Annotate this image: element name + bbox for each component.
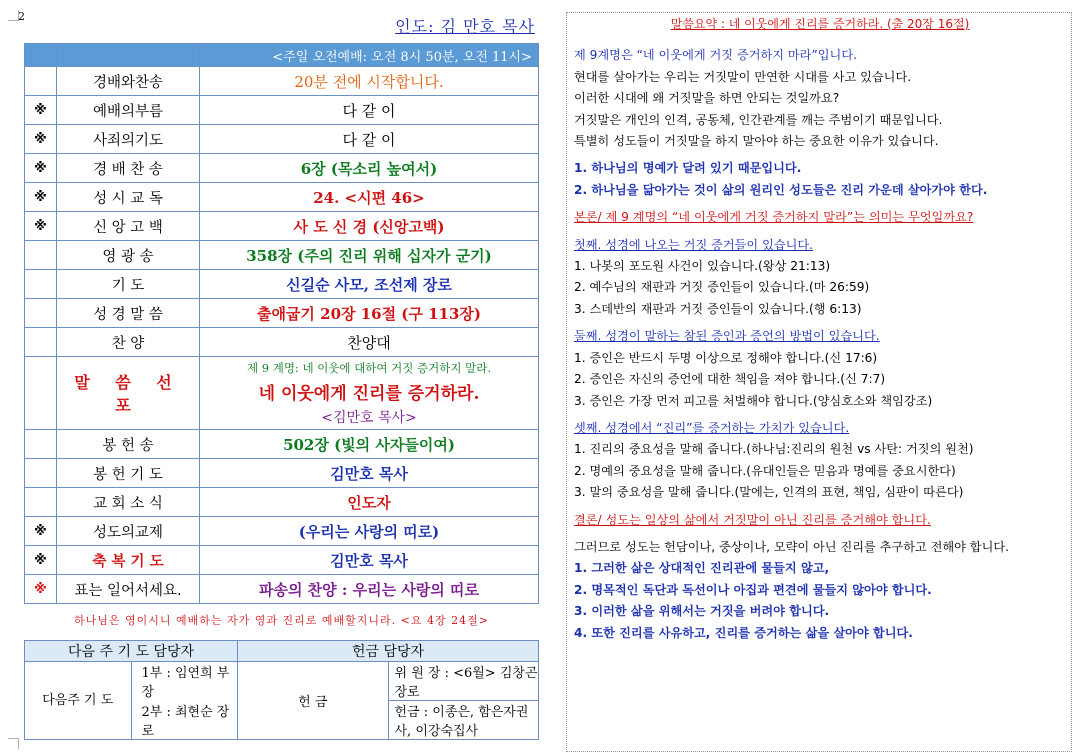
order-item: 표는 일어서세요. [57, 575, 200, 604]
duty-header-row [25, 641, 539, 662]
sermon-preacher: <김만호 목사> [321, 409, 417, 426]
order-value: 사 도 신 경 (신앙고백) [200, 212, 539, 241]
offering-committee: 위 원 장 : <6월> 김창곤 장로 [388, 662, 539, 701]
order-row [25, 270, 539, 299]
order-value: 24. <시편 46> [200, 183, 539, 212]
order-item: 교 회 소 식 [57, 488, 200, 517]
intro-line: 제 9계명은 “네 이웃에게 거짓 증거하지 마라”입니다. [574, 48, 857, 63]
order-row [25, 299, 539, 328]
header-blank-cell [57, 44, 200, 67]
order-item: 경배와찬송 [57, 67, 200, 96]
order-rows [25, 67, 539, 357]
stand-mark [25, 488, 57, 517]
second-point: 3. 증인은 가장 먼저 피고를 처벌해야 합니다.(양심호소와 책임강조) [574, 393, 933, 408]
conclusion-point: 2. 명목적인 독단과 독선이나 아집과 편견에 물들지 않아야 합니다. [574, 582, 932, 597]
order-item: 사죄의기도 [57, 125, 200, 154]
first-point: 2. 예수님의 재판과 거짓 증인들이 있습니다.(마 26:59) [574, 280, 870, 295]
third-point: 2. 명예의 중요성을 말해 줍니다.(유대인들은 믿음과 명예를 중요시한다) [574, 463, 956, 478]
second-point: 2. 증인은 자신의 증언에 대한 책임을 져야 합니다.(신 7:7) [574, 372, 886, 387]
first-point: 3. 스데반의 재판과 거짓 증인들이 있습니다.(행 6:13) [574, 301, 862, 316]
offering-duty-label: 헌 금 [238, 662, 389, 740]
sermon-mark [25, 357, 57, 430]
service-time-header [25, 44, 539, 67]
order-rows-after-sermon [25, 430, 539, 604]
order-item: 성도의교제 [57, 517, 200, 546]
order-row [25, 241, 539, 270]
reason-line: 2. 하나님을 닮아가는 것이 삶의 원리인 성도들은 진리 가운데 살아가야 한다. [574, 182, 988, 197]
crop-mark-top-left [8, 10, 19, 21]
order-value: (우리는 사랑의 띠로) [200, 517, 539, 546]
order-value: 인도자 [200, 488, 539, 517]
order-row [25, 430, 539, 459]
intro-line: 특별히 성도들이 거짓말을 하지 말아야 하는 중요한 이유가 있습니다. [574, 134, 939, 149]
order-row [25, 488, 539, 517]
header-blank-cell [25, 44, 57, 67]
order-item: 영 광 송 [57, 241, 200, 270]
order-value: 김만호 목사 [200, 546, 539, 575]
first-heading: 첫째. 성경에 나오는 거짓 증거들이 있습니다. [574, 237, 814, 252]
stand-mark: ※ [25, 517, 57, 546]
stand-mark [25, 430, 57, 459]
order-row [25, 546, 539, 575]
stand-mark: ※ [25, 212, 57, 241]
first-point: 1. 나봇의 포도원 사건이 있습니다.(왕상 21:13) [574, 259, 831, 274]
third-heading: 셋째. 성경에서 “진리”를 증거하는 가치가 있습니다. [574, 420, 850, 435]
order-row [25, 154, 539, 183]
prayer-duty-label: 다음주 기 도 [25, 662, 132, 740]
third-point: 3. 말의 중요성을 말해 줍니다.(말에는, 인격의 표현, 책임, 심판이 따른다) [574, 485, 964, 500]
intro-line: 이러한 시대에 왜 거짓말을 하면 안되는 것일까요? [574, 91, 840, 106]
second-heading: 둘째. 성경이 말하는 참된 증인과 증언의 방법이 있습니다. [574, 329, 880, 344]
order-value: 다 같 이 [200, 125, 539, 154]
order-item: 예배의부름 [57, 96, 200, 125]
order-value: 김만호 목사 [200, 459, 539, 488]
conclusion-point: 4. 또한 진리를 사유하고, 진리를 증거하는 삶을 살아야 합니다. [574, 625, 913, 640]
order-item: 성 경 말 씀 [57, 299, 200, 328]
stand-mark [25, 459, 57, 488]
stand-mark: ※ [25, 575, 57, 604]
intro-line: 현대를 살아가는 우리는 거짓말이 만연한 시대를 사고 있습니다. [574, 69, 912, 84]
conclusion-point: 3. 이러한 삶을 위해서는 거짓을 버려야 합니다. [574, 604, 830, 619]
order-value: 다 같 이 [200, 96, 539, 125]
order-value: 6장 (목소리 높여서) [200, 154, 539, 183]
order-value: 출애굽기 20장 16절 (구 113장) [200, 299, 539, 328]
order-row [25, 67, 539, 96]
stand-mark [25, 328, 57, 357]
order-value: 신길순 사모, 조선제 장로 [200, 270, 539, 299]
worship-order-table [24, 43, 539, 604]
intro-line: 거짓말은 개인의 인격, 공동체, 인간관계를 깨는 주범이기 때문입니다. [574, 112, 943, 127]
order-item: 기 도 [57, 270, 200, 299]
prayer-duty-heading: 다음 주 기 도 담당자 [25, 641, 238, 662]
stand-mark: ※ [25, 125, 57, 154]
body-title: 본론/ 제 9 계명의 “네 이웃에게 거짓 증거하지 말라”는 의미는 무엇일까요? [574, 210, 974, 225]
order-value: 502장 (빛의 사자들이여) [200, 430, 539, 459]
order-row [25, 328, 539, 357]
prayer-duty-part2: 2부 : 최현순 장로 [131, 701, 238, 740]
duty-table [24, 640, 539, 740]
order-row [25, 517, 539, 546]
summary-title: 말씀요약 : 네 이웃에게 진리를 증거하라. (출 20장 16절) [670, 17, 970, 31]
order-row [25, 96, 539, 125]
summary-content [574, 12, 1066, 644]
order-row [25, 212, 539, 241]
order-item: 찬 양 [57, 328, 200, 357]
sermon-cell [200, 357, 539, 430]
service-time: <주일 오전예배: 오전 8시 50분, 오전 11시> [200, 44, 539, 67]
conclusion-title: 결론/ 성도는 일상의 삶에서 거짓말이 아닌 진리를 증거해야 합니다. [574, 512, 931, 527]
sermon-row [25, 357, 539, 430]
order-row [25, 125, 539, 154]
order-row [25, 459, 539, 488]
order-row [25, 575, 539, 604]
order-value: 찬양대 [200, 328, 539, 357]
stand-mark: ※ [25, 154, 57, 183]
order-row [25, 183, 539, 212]
order-item: 경 배 찬 송 [57, 154, 200, 183]
order-item: 봉 헌 송 [57, 430, 200, 459]
stand-mark [25, 270, 57, 299]
worship-order-page [24, 14, 539, 740]
stand-mark [25, 67, 57, 96]
conclusion-point: 1. 그러한 삶은 상대적인 진리관에 물들지 않고, [574, 561, 830, 576]
conclusion-intro: 그러므로 성도는 헌담이나, 중상이나, 모략이 아닌 진리를 추구하고 전해야 합니다. [574, 539, 1010, 554]
order-item: 축 복 기 도 [57, 546, 200, 575]
leader-title: 인도: 김 만호 목사 [395, 17, 535, 36]
duty-row-1 [25, 662, 539, 701]
second-point: 1. 증인은 반드시 두명 이상으로 정해야 합니다.(신 17:6) [574, 350, 878, 365]
crop-mark-bottom-left [8, 738, 19, 749]
page-number: 2 [18, 10, 25, 23]
sermon-item: 말 씀 선 포 [57, 357, 200, 430]
sermon-commandment: 제 9 계명: 네 이웃에 대하여 거짓 증거하지 말라. [246, 360, 492, 375]
offering-helpers: 헌금 : 이종은, 함은자권사, 이강숙집사 [388, 701, 539, 740]
stand-mark: ※ [25, 183, 57, 212]
stand-mark [25, 299, 57, 328]
order-item: 신 앙 고 백 [57, 212, 200, 241]
order-item: 성 시 교 독 [57, 183, 200, 212]
order-value: 20분 전에 시작합니다. [200, 67, 539, 96]
order-item: 봉 헌 기 도 [57, 459, 200, 488]
stand-mark: ※ [25, 96, 57, 125]
scripture-verse: 하나님은 영이시니 예배하는 자가 영과 진리로 예배할지니라. <요 4장 24절> [74, 614, 489, 627]
order-value: 358장 (주의 진리 위해 십자가 군기) [200, 241, 539, 270]
title-row [24, 14, 539, 43]
third-point: 1. 진리의 중요성을 말해 줍니다.(하나님:진리의 원천 vs 사탄: 거짓의 원천) [574, 442, 974, 457]
order-value: 파송의 찬양 : 우리는 사랑의 띠로 [200, 575, 539, 604]
stand-mark [25, 241, 57, 270]
sermon-title: 네 이웃에게 진리를 증거하라. [258, 383, 480, 404]
prayer-duty-part1: 1부 : 임연희 부장 [131, 662, 238, 701]
reason-line: 1. 하나님의 명예가 달려 있기 때문입니다. [574, 161, 802, 176]
offering-duty-heading: 헌금 담당자 [238, 641, 539, 662]
stand-mark: ※ [25, 546, 57, 575]
